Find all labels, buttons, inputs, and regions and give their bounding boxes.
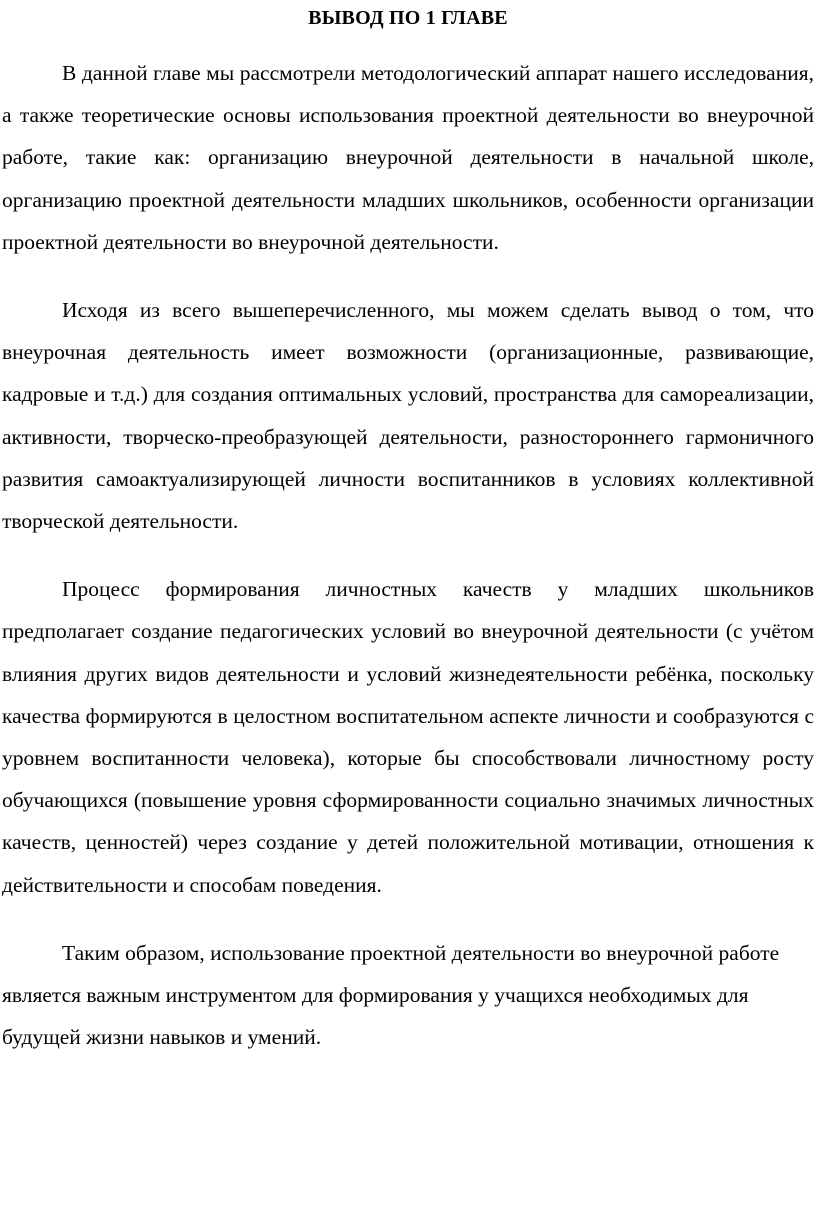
paragraph-3: Процесс формирования личностных качеств у младших школьников предполагает создание педагогических условий во внеурочной деятельности (с учётом влияния других видов деятельности и условий жизнедеятельности ребёнка, поскольку качества формируются в целостном воспитательном аспекте личности и сообразуются с уровнем воспитанности человека), которые бы способствовали личностному росту обучающихся (повышение уровня сформированности социально значимых личностных качеств, ценностей) через создание у детей положительной мотивации, отношения к действительности и способам поведения.: [2, 577, 814, 897]
chapter-conclusion-title: ВЫВОД ПО 1 ГЛАВЕ: [308, 7, 508, 29]
paragraph-1: В данной главе мы рассмотрели методологический аппарат нашего исследования, а также теоретические основы использования проектной деятельности во внеурочной работе, такие как: организацию внеурочной деятельности в начальной школе, организацию проектной деятельности младших школьников, особенности организации проектной деятельности во внеурочной деятельности.: [2, 61, 814, 254]
paragraph-2: Исходя из всего вышеперечисленного, мы можем сделать вывод о том, что внеурочная деятельность имеет возможности (организационные, развивающие, кадровые и т.д.) для создания оптимальных условий, пространства для самореализации, активности, творческо-преобразующей деятельности, разностороннего гармоничного развития самоактуализирующей личности воспитанников в условиях коллективной творческой деятельности.: [2, 298, 814, 534]
paragraph-4: Таким образом, использование проектной деятельности во внеурочной работе является важным инструментом для формирования у учащихся необходимых для будущей жизни навыков и умений.: [2, 940, 780, 1050]
